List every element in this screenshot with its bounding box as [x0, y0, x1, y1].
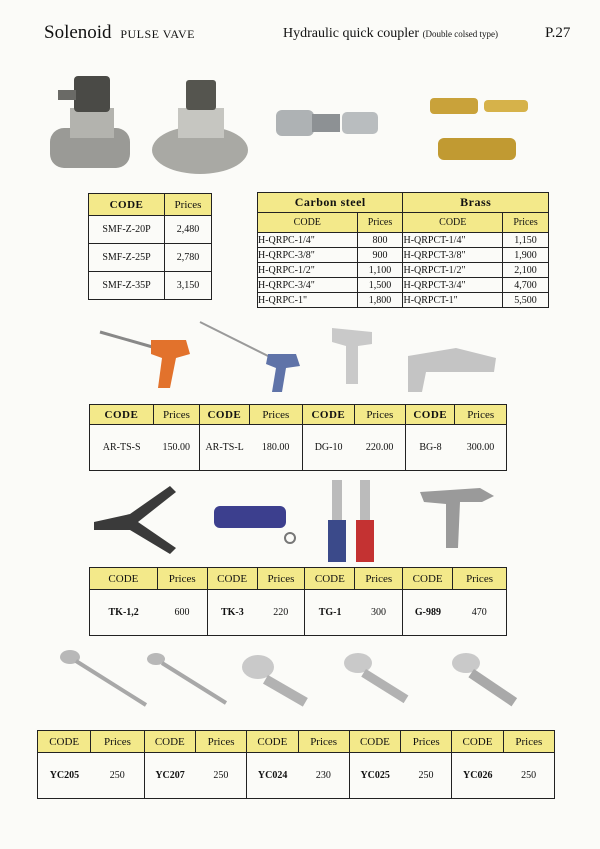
table-header-row [38, 731, 555, 753]
col-header-prices: Prices [157, 568, 207, 590]
price-cell: 1,150 [503, 233, 549, 248]
col-header-prices: Prices [401, 731, 452, 753]
code-cell: YC025 [349, 753, 400, 799]
table-row [38, 753, 555, 799]
col-header-code: CODE [403, 213, 503, 233]
coupler-subtitle: (Double colsed type) [422, 29, 499, 39]
col-header-prices: Prices [165, 194, 212, 216]
solenoid-price-table [88, 193, 212, 300]
table-row [90, 590, 507, 636]
page-number: P.27 [545, 25, 571, 41]
code-cell: H-QRPCT-1/2" [403, 263, 503, 278]
col-header-prices: Prices [91, 731, 144, 753]
col-header-prices: Prices [455, 405, 507, 425]
table-header-row [90, 568, 507, 590]
blow-guns-photo [96, 318, 516, 398]
table-row [258, 248, 549, 263]
code-cell: H-QRPC-1/4" [258, 233, 358, 248]
table-row [258, 263, 549, 278]
code-cell: YC207 [144, 753, 195, 799]
col-header-code: CODE [258, 213, 358, 233]
code-cell: H-QRPCT-1" [403, 293, 503, 308]
price-cell: 300.00 [455, 425, 507, 471]
code-cell: H-QRPC-3/4" [258, 278, 358, 293]
code-cell: SMF-Z-25P [89, 244, 165, 272]
price-cell: 180.00 [249, 425, 303, 471]
price-cell: 250 [503, 753, 554, 799]
code-cell: AR-TS-S [90, 425, 154, 471]
price-cell: 5,500 [503, 293, 549, 308]
blow-gun-price-table [89, 404, 507, 471]
table-row [89, 244, 212, 272]
code-cell: YC026 [452, 753, 503, 799]
price-cell: 2,100 [503, 263, 549, 278]
price-cell: 2,480 [165, 216, 212, 244]
group-carbon-steel: Carbon steel [258, 193, 403, 213]
col-header-code: CODE [303, 405, 354, 425]
col-header-prices: Prices [357, 213, 403, 233]
col-header-code: CODE [403, 568, 453, 590]
price-cell: 300 [355, 590, 403, 636]
price-cell: 900 [357, 248, 403, 263]
table-row [89, 216, 212, 244]
price-cell: 800 [357, 233, 403, 248]
table-header-row [258, 213, 549, 233]
table-row [258, 233, 549, 248]
col-header-code: CODE [207, 568, 257, 590]
price-cell: 1,800 [357, 293, 403, 308]
title-sub: PULSE VAVE [120, 27, 196, 41]
section-title-coupler [283, 26, 498, 42]
yc-price-table [37, 730, 555, 799]
table-header-row [89, 194, 212, 216]
table-row [90, 425, 507, 471]
price-cell: 4,700 [503, 278, 549, 293]
price-cell: 470 [453, 590, 507, 636]
table-row [258, 278, 549, 293]
col-header-prices: Prices [249, 405, 303, 425]
tools-price-table [89, 567, 507, 636]
col-header-prices: Prices [503, 213, 549, 233]
col-header-code: CODE [247, 731, 298, 753]
code-cell: BG-8 [406, 425, 455, 471]
price-cell: 1,900 [503, 248, 549, 263]
code-cell: H-QRPCT-3/8" [403, 248, 503, 263]
col-header-prices: Prices [503, 731, 554, 753]
col-header-code: CODE [452, 731, 503, 753]
price-cell: 1,500 [357, 278, 403, 293]
price-cell: 230 [298, 753, 349, 799]
table-row [258, 293, 549, 308]
group-brass: Brass [403, 193, 549, 213]
col-header-prices: Prices [354, 405, 405, 425]
code-cell: H-QRPCT-3/4" [403, 278, 503, 293]
price-cell: 2,780 [165, 244, 212, 272]
carbon-coupler-photo [272, 98, 382, 146]
coupler-title: Hydraulic quick coupler [283, 26, 420, 41]
code-cell: TK-3 [207, 590, 257, 636]
page-title [44, 22, 195, 44]
price-cell: 250 [401, 753, 452, 799]
col-header-prices: Prices [153, 405, 199, 425]
code-cell: H-QRPC-1/2" [258, 263, 358, 278]
col-header-prices: Prices [195, 731, 246, 753]
price-cell: 250 [91, 753, 144, 799]
price-cell: 1,100 [357, 263, 403, 278]
col-header-code: CODE [200, 405, 249, 425]
price-cell: 220.00 [354, 425, 405, 471]
code-cell: DG-10 [303, 425, 354, 471]
col-header-code: CODE [90, 405, 154, 425]
solenoid-valve-photo [40, 68, 250, 178]
col-header-prices: Prices [355, 568, 403, 590]
col-header-code: CODE [406, 405, 455, 425]
col-header-prices: Prices [298, 731, 349, 753]
table-header-row [90, 405, 507, 425]
col-header-code: CODE [305, 568, 355, 590]
code-cell: YC205 [38, 753, 91, 799]
col-header-prices: Prices [453, 568, 507, 590]
col-header-code: CODE [89, 194, 165, 216]
yc-fittings-photo [56, 645, 536, 725]
col-header-code: CODE [90, 568, 158, 590]
col-header-code: CODE [144, 731, 195, 753]
code-cell: G-989 [403, 590, 453, 636]
code-cell: SMF-Z-20P [89, 216, 165, 244]
table-row [89, 272, 212, 300]
price-cell: 220 [257, 590, 305, 636]
group-header-row [258, 193, 549, 213]
price-cell: 600 [157, 590, 207, 636]
code-cell: H-QRPCT-1/4" [403, 233, 503, 248]
title-main: Solenoid [44, 22, 112, 43]
col-header-prices: Prices [257, 568, 305, 590]
code-cell: H-QRPC-1" [258, 293, 358, 308]
tools-photo [90, 478, 510, 570]
code-cell: TK-1,2 [90, 590, 158, 636]
price-cell: 150.00 [153, 425, 199, 471]
code-cell: TG-1 [305, 590, 355, 636]
price-cell: 250 [195, 753, 246, 799]
price-cell: 3,150 [165, 272, 212, 300]
coupler-price-table [257, 192, 549, 308]
brass-coupler-photo [428, 90, 538, 170]
code-cell: SMF-Z-35P [89, 272, 165, 300]
code-cell: AR-TS-L [200, 425, 249, 471]
col-header-code: CODE [349, 731, 400, 753]
code-cell: H-QRPC-3/8" [258, 248, 358, 263]
col-header-code: CODE [38, 731, 91, 753]
code-cell: YC024 [247, 753, 298, 799]
